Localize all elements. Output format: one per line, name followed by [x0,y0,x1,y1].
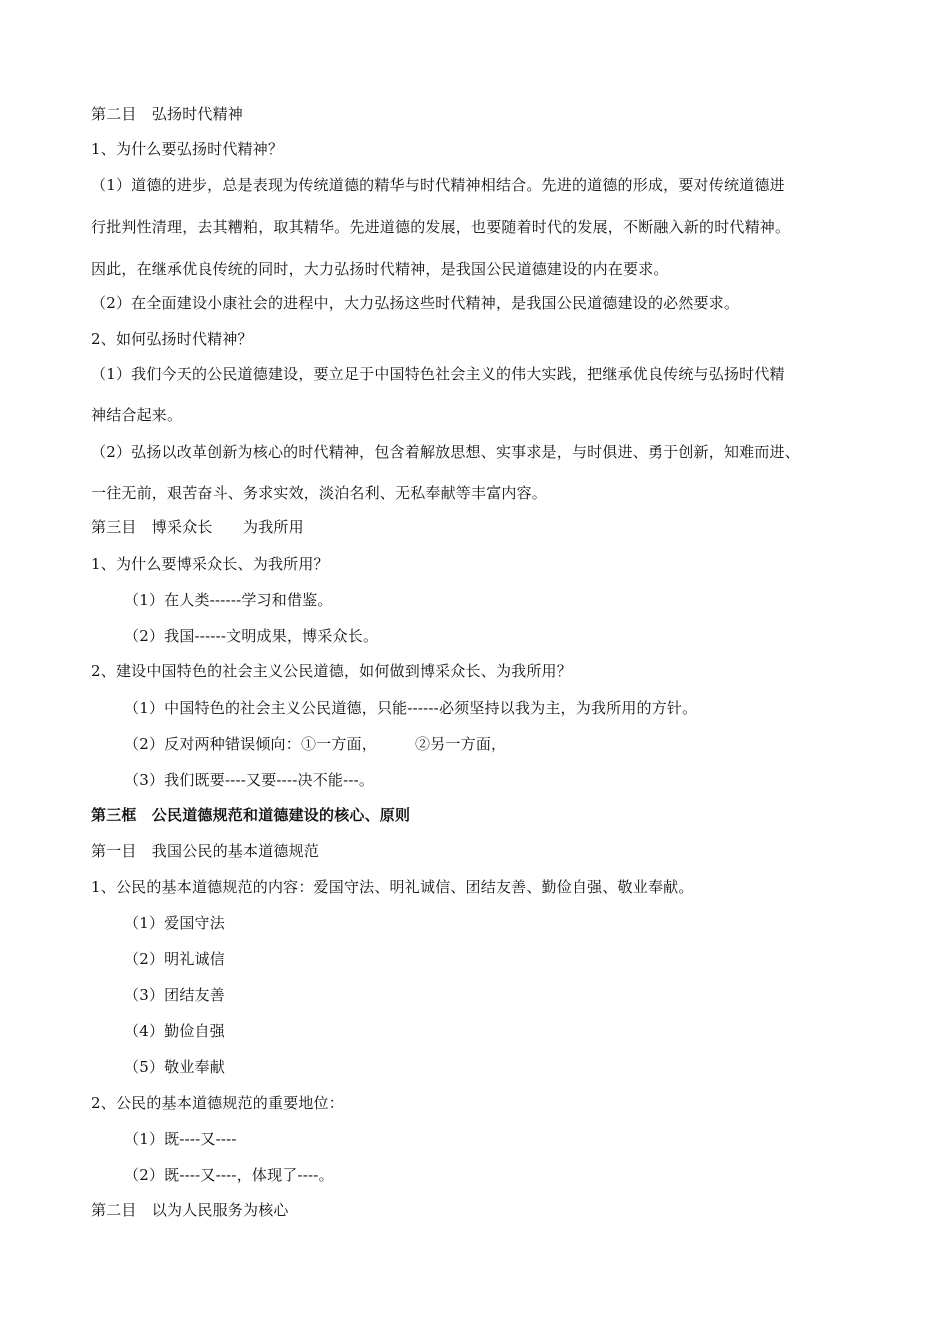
paragraph-line: 因此，在继承优良传统的同时，大力弘扬时代精神，是我国公民道德建设的内在要求。 [91,260,669,278]
paragraph-line: 神结合起来。 [91,406,183,424]
list-item: （3）我们既要----又要----决不能---。 [124,771,375,789]
question-heading: 2、建设中国特色的社会主义公民道德，如何做到博采众长、为我所用？ [91,662,572,680]
paragraph-line: 一往无前，艰苦奋斗、务求实效，淡泊名利、无私奉献等丰富内容。 [91,484,548,502]
list-item: （2）既----又----，体现了----。 [124,1166,334,1184]
paragraph-line: （2）在全面建设小康社会的进程中，大力弘扬这些时代精神，是我国公民道德建设的必然要求。 [91,294,740,312]
list-item: （1）既----又---- [124,1130,237,1148]
paragraph-line: （1）我们今天的公民道德建设，要立足于中国特色社会主义的伟大实践，把继承优良传统与弘扬时代精 [91,365,785,383]
question-heading: 1、为什么要弘扬时代精神？ [91,140,284,158]
question-heading: 1、为什么要博采众长、为我所用？ [91,555,329,573]
list-item: （5）敬业奉献 [124,1058,225,1076]
paragraph-line: 行批判性清理，去其糟粕，取其精华。先进道德的发展，也要随着时代的发展，不断融入新的时代精神。 [91,218,791,236]
section-heading: 第二目 以为人民服务为核心 [91,1201,289,1219]
question-heading: 2、公民的基本道德规范的重要地位： [91,1094,344,1112]
section-heading: 第一目 我国公民的基本道德规范 [91,842,320,860]
list-item: （1）爱国守法 [124,914,225,932]
list-item: （1）在人类------学习和借鉴。 [124,591,333,609]
list-item: （2）我国------文明成果，博采众长。 [124,627,379,645]
list-item: （2）反对两种错误倾向：①一方面， ②另一方面， [124,735,507,753]
question-heading: 1、公民的基本道德规范的内容：爱国守法、明礼诚信、团结友善、勤俭自强、敬业奉献。 [91,878,694,896]
paragraph-line: （1）道德的进步，总是表现为传统道德的精华与时代精神相结合。先进的道德的形成，要对传统道德进 [91,176,785,194]
chapter-heading: 第三框 公民道德规范和道德建设的核心、原则 [91,806,411,824]
paragraph-line: （2）弘扬以改革创新为核心的时代精神，包含着解放思想、实事求是，与时俱进、勇于创新，知难而进、 [91,443,800,461]
list-item: （2）明礼诚信 [124,950,225,968]
section-heading: 第二目 弘扬时代精神 [91,105,244,123]
section-heading: 第三目 博采众长 为我所用 [91,518,304,536]
list-item: （4）勤俭自强 [124,1022,225,1040]
question-heading: 2、如何弘扬时代精神？ [91,330,253,348]
list-item: （1）中国特色的社会主义公民道德，只能------必须坚持以我为主，为我所用的方针。 [124,699,698,717]
list-item: （3）团结友善 [124,986,225,1004]
